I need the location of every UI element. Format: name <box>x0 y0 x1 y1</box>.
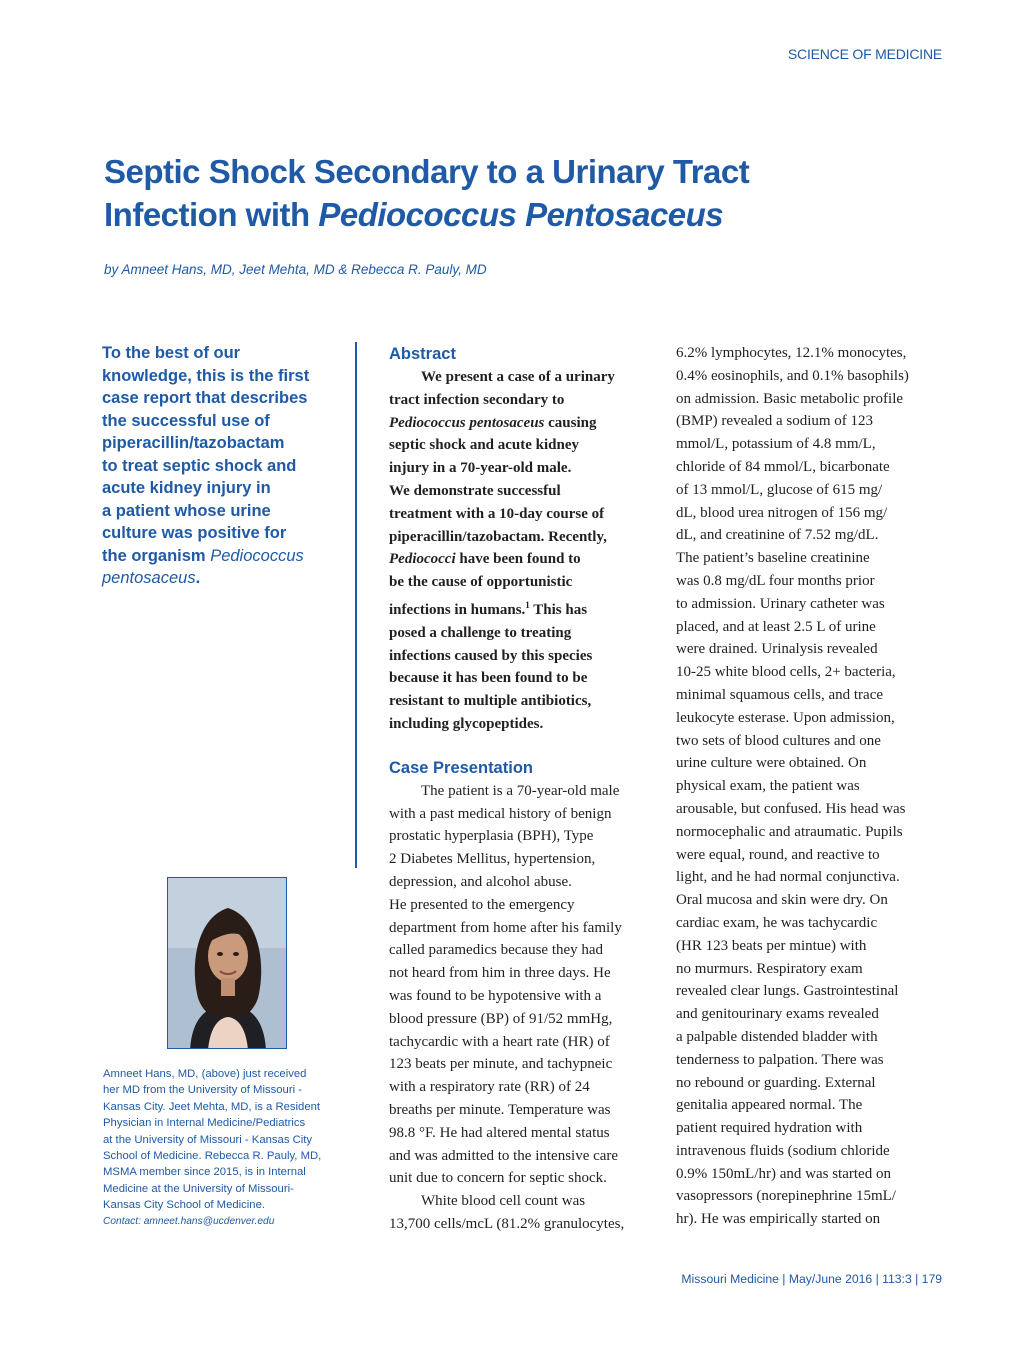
pull-quote-organism: pentosaceus <box>102 569 196 587</box>
body-line: The patient’s baseline creatinine <box>676 550 870 567</box>
pull-quote-line <box>102 567 342 590</box>
body-line: (HR 123 beats per mintue) with <box>676 937 867 954</box>
pull-quote-line: the successful use of <box>102 411 270 430</box>
body-line: cardiac exam, he was tachycardic <box>676 914 878 931</box>
case-presentation-heading: Case Presentation <box>389 758 533 777</box>
pull-quote-line: knowledge, this is the first <box>102 366 310 385</box>
caption-line: MSMA member since 2015, is in Internal <box>103 1166 306 1179</box>
case-line: called paramedics because they had <box>389 942 604 959</box>
abstract-organism: Pediococci <box>389 551 456 568</box>
abstract-line: infections caused by this species <box>389 647 593 664</box>
body-line: intravenous fluids (sodium chloride <box>676 1142 890 1159</box>
caption-line: Kansas City School of Medicine. <box>103 1199 266 1212</box>
body-line: tenderness to palpation. There was <box>676 1051 884 1068</box>
caption-line: Amneet Hans, MD, (above) just received <box>103 1068 307 1080</box>
abstract-line: septic shock and acute kidney <box>389 437 580 454</box>
body-line: vasopressors (norepinephrine 15mL/ <box>676 1188 896 1205</box>
abstract-text: This has <box>529 601 588 618</box>
case-line: with a past medical history of benign <box>389 805 612 822</box>
pull-quote-line: culture was positive for <box>102 524 287 542</box>
pull-quote-line: piperacillin/tazobactam <box>102 434 285 452</box>
title-organism: Pediococcus Pentosaceus <box>318 196 724 233</box>
body-line: were drained. Urinalysis revealed <box>676 641 878 658</box>
body-line: light, and he had normal conjunctiva. <box>676 869 900 886</box>
body-line: leukocyte esterase. Upon admission, <box>676 709 895 726</box>
abstract-text: have been found to <box>455 551 581 568</box>
body-line: genitalia appeared normal. The <box>676 1097 863 1114</box>
page-footer: Missouri Medicine | May/June 2016 | 113:3 | 179 <box>681 1272 942 1286</box>
body-line: Oral mucosa and skin were dry. On <box>676 892 888 909</box>
abstract-line: be the cause of opportunistic <box>389 574 573 591</box>
pull-quote-text: the organism <box>102 546 211 565</box>
body-line: 0.9% 150mL/hr) and was started on <box>676 1165 891 1182</box>
pull-quote-line: a patient whose urine <box>102 501 271 520</box>
author-portrait-icon <box>167 877 287 1049</box>
caption-line: her MD from the University of Missouri - <box>103 1084 302 1097</box>
body-line: urine culture were obtained. On <box>676 755 867 772</box>
case-line: with a respiratory rate (RR) of 24 <box>389 1079 590 1096</box>
case-line: was found to be hypotensive with a <box>389 987 602 1004</box>
abstract-line: We demonstrate successful <box>389 482 561 499</box>
case-line: depression, and alcohol abuse. <box>389 873 572 890</box>
body-line: dL, and creatinine of 7.52 mg/dL. <box>676 527 879 544</box>
body-line: a palpable distended bladder with <box>676 1028 878 1045</box>
body-line: chloride of 84 mmol/L, bicarbonate <box>676 458 890 475</box>
pull-quote-organism: Pediococcus <box>210 546 304 565</box>
pull-quote-period: . <box>195 569 201 587</box>
body-line: minimal squamous cells, and trace <box>676 686 884 703</box>
caption-line: School of Medicine. Rebecca R. Pauly, MD, <box>103 1150 322 1163</box>
abstract-line: injury in a 70-year-old male. <box>389 460 572 477</box>
body-line: were equal, round, and reactive to <box>676 846 880 863</box>
title-line-1: Septic Shock Secondary to a Urinary Tract <box>104 153 750 190</box>
abstract-line: including glycopeptides. <box>389 715 544 732</box>
body-line: of 13 mmol/L, glucose of 615 mg/ <box>676 481 883 498</box>
abstract-text: causing <box>544 414 597 431</box>
body-line: patient required hydration with <box>676 1120 863 1137</box>
body-line: two sets of blood cultures and one <box>676 732 881 749</box>
body-line: hr). He was empirically started on <box>676 1211 881 1228</box>
body-line: no murmurs. Respiratory exam <box>676 960 863 977</box>
abstract-text: infections in humans. <box>389 601 526 618</box>
caption-line: at the University of Missouri - Kansas City <box>103 1133 313 1146</box>
body-line: 10-25 white blood cells, 2+ bacteria, <box>676 664 896 681</box>
caption-line: Physician in Internal Medicine/Pediatrics <box>103 1117 306 1130</box>
abstract-line: treatment with a 10-day course of <box>389 505 605 522</box>
case-line: He presented to the emergency <box>389 896 575 913</box>
body-line: 6.2% lymphocytes, 12.1% monocytes, <box>676 345 907 361</box>
caption-line: Kansas City. Jeet Mehta, MD, is a Resident <box>103 1100 321 1113</box>
case-line: blood pressure (BP) of 91/52 mmHg, <box>389 1010 613 1027</box>
abstract-line <box>389 412 661 435</box>
abstract-organism: Pediococcus pentosaceus <box>389 414 545 431</box>
case-line: 2 Diabetes Mellitus, hypertension, <box>389 851 596 868</box>
body-line: (BMP) revealed a sodium of 123 <box>676 413 874 430</box>
case-line: 98.8 °F. He had altered mental status <box>389 1124 610 1141</box>
body-line: to admission. Urinary catheter was <box>676 595 885 612</box>
body-line: placed, and at least 2.5 L of urine <box>676 618 876 635</box>
abstract-line: posed a challenge to treating <box>389 624 572 641</box>
pull-quote-line: To the best of our <box>102 344 241 362</box>
body-line: arousable, but confused. His head was <box>676 800 906 817</box>
body-line: was 0.8 mg/dL four months prior <box>676 572 875 589</box>
right-column <box>676 342 941 1231</box>
abstract-line <box>389 594 661 622</box>
abstract-line: because it has been found to be <box>389 670 588 687</box>
article-title <box>104 150 944 236</box>
body-line: mmol/L, potassium of 4.8 mm/L, <box>676 436 876 453</box>
body-line: normocephalic and atraumatic. Pupils <box>676 823 903 840</box>
case-line: prostatic hyperplasia (BPH), Type <box>389 828 594 845</box>
abstract-line <box>389 548 661 571</box>
citation-marker: 1 <box>525 599 530 610</box>
title-line-2: Infection with <box>104 196 319 233</box>
case-line: unit due to concern for septic shock. <box>389 1170 607 1187</box>
abstract-line: We present a case of a urinary <box>421 369 615 385</box>
case-line: 13,700 cells/mcL (81.2% granulocytes, <box>389 1215 625 1232</box>
abstract-line: tract infection secondary to <box>389 391 565 408</box>
caption-line: Medicine at the University of Missouri- <box>103 1182 294 1195</box>
case-line: The patient is a 70-year-old male <box>421 782 620 799</box>
pull-quote-line: to treat septic shock and <box>102 456 297 475</box>
contact-email: Contact: amneet.hans@ucdenver.edu <box>103 1215 275 1227</box>
pull-quote-line <box>102 545 342 568</box>
body-line: no rebound or guarding. External <box>676 1074 876 1091</box>
middle-column <box>389 342 661 1236</box>
column-divider <box>355 342 357 868</box>
abstract-heading: Abstract <box>389 345 456 363</box>
pull-quote-line: case report that describes <box>102 389 308 407</box>
abstract-body <box>389 366 661 736</box>
case-line: tachycardic with a heart rate (HR) of <box>389 1033 610 1050</box>
pull-quote <box>102 342 342 590</box>
body-line: dL, blood urea nitrogen of 156 mg/ <box>676 504 888 521</box>
pull-quote-line: acute kidney injury in <box>102 479 271 497</box>
body-line: and genitourinary exams revealed <box>676 1006 879 1023</box>
case-line: breaths per minute. Temperature was <box>389 1101 611 1118</box>
body-line: 0.4% eosinophils, and 0.1% basophils) <box>676 367 909 384</box>
case-line: department from home after his family <box>389 919 622 936</box>
case-line: 123 beats per minute, and tachypneic <box>389 1056 613 1073</box>
body-line: revealed clear lungs. Gastrointestinal <box>676 983 899 1000</box>
abstract-line: piperacillin/tazobactam. Recently, <box>389 528 607 545</box>
body-line: on admission. Basic metabolic profile <box>676 390 904 407</box>
case-line: White blood cell count was <box>421 1193 586 1210</box>
section-label: SCIENCE OF MEDICINE <box>787 46 942 62</box>
byline: by Amneet Hans, MD, Jeet Mehta, MD & Rebecca R. Pauly, MD <box>104 262 487 277</box>
case-line: not heard from him in three days. He <box>389 965 611 982</box>
abstract-line: resistant to multiple antibiotics, <box>389 693 592 710</box>
body-line: physical exam, the patient was <box>676 778 860 795</box>
case-line: and was admitted to the intensive care <box>389 1147 619 1164</box>
author-caption <box>103 1066 353 1230</box>
